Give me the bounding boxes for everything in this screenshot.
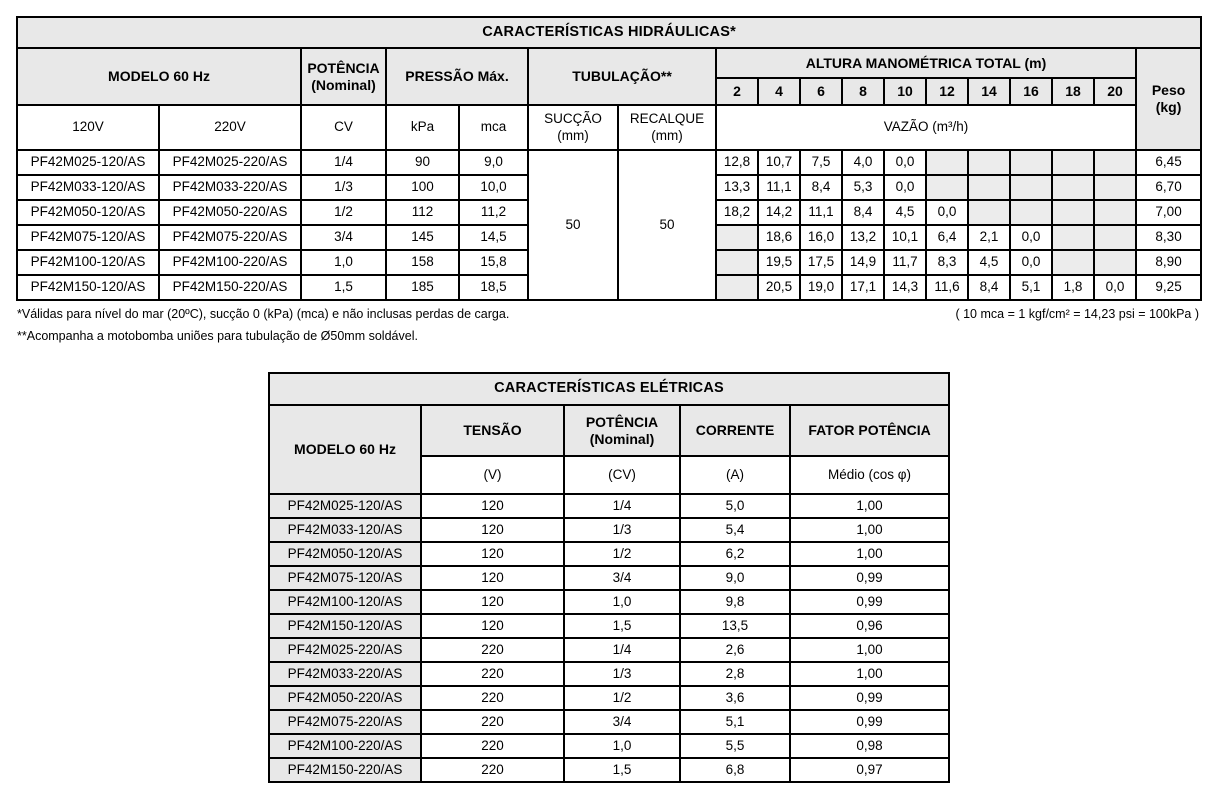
model-220-cell: PF42M025-220/AS [159,150,301,175]
model-120-cell: PF42M025-120/AS [17,150,159,175]
tensao-cell: 220 [421,734,564,758]
model-220-cell: PF42M075-220/AS [159,225,301,250]
potencia-cell: 3/4 [564,566,680,590]
vazao-empty-cell [968,200,1010,225]
vazao-empty-cell [716,275,758,300]
potencia-header-line1: POTÊNCIA [307,59,380,76]
altura-col-header: 16 [1010,78,1052,105]
corrente-cell: 13,5 [680,614,790,638]
vazao-empty-cell [1094,175,1136,200]
altura-col-header: 12 [926,78,968,105]
hydraulic-header-row-3 [17,105,1201,150]
potencia-cell: 1/3 [564,662,680,686]
fator-cell: 0,99 [790,566,949,590]
col-header-mca: mca [459,105,528,150]
peso-cell: 6,70 [1136,175,1201,200]
vazao-cell: 17,5 [800,250,842,275]
succao-header-line2: (mm) [557,127,589,143]
fator-cell: 1,00 [790,494,949,518]
hydraulic-table-title: CARACTERÍSTICAS HIDRÁULICAS* [17,17,1201,48]
vazao-cell: 17,1 [842,275,884,300]
model-120-cell: PF42M100-120/AS [17,250,159,275]
mca-cell: 15,8 [459,250,528,275]
vazao-cell: 14,2 [758,200,800,225]
corrente-cell: 5,1 [680,710,790,734]
fator-cell: 1,00 [790,662,949,686]
vazao-cell: 11,7 [884,250,926,275]
vazao-empty-cell [968,175,1010,200]
vazao-cell: 10,1 [884,225,926,250]
altura-col-header: 8 [842,78,884,105]
fator-unit: Médio (cos φ) [790,456,949,494]
model-cell: PF42M025-220/AS [269,638,421,662]
vazao-cell: 4,5 [884,200,926,225]
footnote-validity: *Válidas para nível do mar (20ºC), sucção 0 (kPa) (mca) e não inclusas perdas de carga. [17,307,510,321]
tensao-cell: 120 [421,614,564,638]
kpa-cell: 145 [386,225,459,250]
vazao-cell: 2,1 [968,225,1010,250]
peso-header-line1: Peso [1151,82,1186,99]
vazao-cell: 20,5 [758,275,800,300]
potencia-cell: 1,0 [564,734,680,758]
corrente-cell: 6,8 [680,758,790,782]
tensao-cell: 220 [421,686,564,710]
fator-cell: 0,96 [790,614,949,638]
col-header-220v: 220V [159,105,301,150]
electrical-potencia-line1: POTÊNCIA [585,413,659,430]
tubulacao-header: TUBULAÇÃO** [528,48,716,105]
vazao-cell: 0,0 [884,150,926,175]
footnote-union: **Acompanha a motobomba uniões para tubulação de Ø50mm soldável. [17,329,418,343]
model-220-cell: PF42M150-220/AS [159,275,301,300]
hydraulic-table [16,16,1202,301]
potencia-unit: (CV) [564,456,680,494]
altura-col-header: 20 [1094,78,1136,105]
model-220-cell: PF42M100-220/AS [159,250,301,275]
electrical-row [269,710,949,734]
fator-cell: 1,00 [790,638,949,662]
potencia-cell: 3/4 [564,710,680,734]
succao-value-cell: 50 [528,150,618,300]
vazao-cell: 0,0 [926,200,968,225]
electrical-row [269,614,949,638]
vazao-cell: 12,8 [716,150,758,175]
model-cell: PF42M033-220/AS [269,662,421,686]
cv-cell: 1/3 [301,175,386,200]
fator-cell: 0,98 [790,734,949,758]
vazao-cell: 4,5 [968,250,1010,275]
peso-cell: 7,00 [1136,200,1201,225]
vazao-header: VAZÃO (m³/h) [716,105,1136,150]
kpa-cell: 185 [386,275,459,300]
cv-cell: 1,5 [301,275,386,300]
vazao-empty-cell [1052,250,1094,275]
vazao-empty-cell [1094,150,1136,175]
corrente-cell: 9,0 [680,566,790,590]
succao-header-line1: SUCÇÃO [544,111,602,127]
fator-cell: 0,99 [790,710,949,734]
altura-manometrica-header: ALTURA MANOMÉTRICA TOTAL (m) [716,48,1136,78]
model-cell: PF42M150-120/AS [269,614,421,638]
electrical-row [269,494,949,518]
vazao-empty-cell [1010,175,1052,200]
recalque-header-line1: RECALQUE [629,111,705,127]
electrical-title-row [269,373,949,405]
tensao-cell: 220 [421,638,564,662]
potencia-header [301,48,386,105]
vazao-cell: 8,4 [968,275,1010,300]
potencia-cell: 1,0 [564,590,680,614]
model-120-cell: PF42M033-120/AS [17,175,159,200]
tensao-cell: 120 [421,518,564,542]
peso-cell: 8,90 [1136,250,1201,275]
potencia-cell: 1/4 [564,638,680,662]
fator-cell: 0,99 [790,686,949,710]
model-120-cell: PF42M075-120/AS [17,225,159,250]
corrente-cell: 6,2 [680,542,790,566]
vazao-empty-cell [1052,150,1094,175]
electrical-row [269,590,949,614]
kpa-cell: 100 [386,175,459,200]
vazao-empty-cell [1094,225,1136,250]
vazao-empty-cell [716,250,758,275]
electrical-row [269,686,949,710]
model-cell: PF42M100-120/AS [269,590,421,614]
fator-potencia-header: FATOR POTÊNCIA [790,405,949,456]
model-cell: PF42M033-120/AS [269,518,421,542]
potencia-header-line2: (Nominal) [311,76,376,93]
model-cell: PF42M025-120/AS [269,494,421,518]
fator-cell: 0,97 [790,758,949,782]
col-header-succao [528,105,618,150]
model-cell: PF42M050-220/AS [269,686,421,710]
hydraulic-row [17,150,1201,175]
vazao-cell: 11,6 [926,275,968,300]
electrical-potencia-line2: (Nominal) [589,430,655,447]
tensao-cell: 220 [421,758,564,782]
altura-col-header: 18 [1052,78,1094,105]
model-cell: PF42M150-220/AS [269,758,421,782]
electrical-row [269,638,949,662]
vazao-cell: 0,0 [1010,225,1052,250]
vazao-empty-cell [716,225,758,250]
altura-col-header: 4 [758,78,800,105]
vazao-cell: 14,3 [884,275,926,300]
vazao-cell: 7,5 [800,150,842,175]
peso-header [1136,48,1201,150]
vazao-empty-cell [1052,200,1094,225]
fator-cell: 1,00 [790,542,949,566]
mca-cell: 14,5 [459,225,528,250]
vazao-empty-cell [968,150,1010,175]
vazao-cell: 8,4 [800,175,842,200]
altura-col-header: 14 [968,78,1010,105]
vazao-cell: 11,1 [758,175,800,200]
corrente-unit: (A) [680,456,790,494]
hydraulic-body [17,150,1201,300]
model-cell: PF42M100-220/AS [269,734,421,758]
electrical-header [269,373,949,494]
vazao-empty-cell [1094,250,1136,275]
footnote-conversion: ( 10 mca = 1 kgf/cm² = 14,23 psi = 100kPa ) [955,307,1199,321]
vazao-cell: 16,0 [800,225,842,250]
vazao-cell: 13,2 [842,225,884,250]
vazao-empty-cell [1052,225,1094,250]
electrical-row [269,542,949,566]
vazao-cell: 13,3 [716,175,758,200]
col-header-cv: CV [301,105,386,150]
potencia-cell: 1/2 [564,542,680,566]
corrente-cell: 3,6 [680,686,790,710]
tensao-cell: 120 [421,566,564,590]
kpa-cell: 112 [386,200,459,225]
corrente-cell: 9,8 [680,590,790,614]
vazao-cell: 5,1 [1010,275,1052,300]
model-120-cell: PF42M150-120/AS [17,275,159,300]
vazao-empty-cell [1010,150,1052,175]
vazao-cell: 4,0 [842,150,884,175]
electrical-row [269,518,949,542]
cv-cell: 1/4 [301,150,386,175]
kpa-cell: 90 [386,150,459,175]
tensao-cell: 120 [421,542,564,566]
corrente-cell: 2,8 [680,662,790,686]
vazao-cell: 0,0 [884,175,926,200]
vazao-empty-cell [926,150,968,175]
vazao-cell: 6,4 [926,225,968,250]
col-header-recalque [618,105,716,150]
potencia-cell: 1,5 [564,758,680,782]
tensao-cell: 120 [421,494,564,518]
peso-cell: 6,45 [1136,150,1201,175]
vazao-cell: 0,0 [1010,250,1052,275]
electrical-table-title: CARACTERÍSTICAS ELÉTRICAS [269,373,949,405]
vazao-cell: 5,3 [842,175,884,200]
peso-cell: 8,30 [1136,225,1201,250]
vazao-cell: 10,7 [758,150,800,175]
vazao-cell: 14,9 [842,250,884,275]
model-120-cell: PF42M050-120/AS [17,200,159,225]
model-cell: PF42M075-120/AS [269,566,421,590]
vazao-cell: 11,1 [800,200,842,225]
electrical-row [269,734,949,758]
tensao-cell: 220 [421,710,564,734]
electrical-row [269,662,949,686]
mca-cell: 9,0 [459,150,528,175]
mca-cell: 18,5 [459,275,528,300]
vazao-cell: 18,6 [758,225,800,250]
vazao-empty-cell [1052,175,1094,200]
recalque-value-cell: 50 [618,150,716,300]
tensao-unit: (V) [421,456,564,494]
vazao-cell: 19,5 [758,250,800,275]
mca-cell: 10,0 [459,175,528,200]
vazao-cell: 8,4 [842,200,884,225]
recalque-header-line2: (mm) [651,127,683,143]
model-cell: PF42M050-120/AS [269,542,421,566]
tensao-cell: 120 [421,590,564,614]
electrical-modelo-header: MODELO 60 Hz [269,405,421,494]
model-cell: PF42M075-220/AS [269,710,421,734]
corrente-cell: 5,5 [680,734,790,758]
mca-cell: 11,2 [459,200,528,225]
peso-header-line2: (kg) [1155,99,1182,115]
cv-cell: 3/4 [301,225,386,250]
vazao-empty-cell [926,175,968,200]
electrical-table [268,372,950,783]
corrente-header: CORRENTE [680,405,790,456]
col-header-kpa: kPa [386,105,459,150]
vazao-empty-cell [1010,200,1052,225]
fator-cell: 0,99 [790,590,949,614]
corrente-cell: 2,6 [680,638,790,662]
potencia-cell: 1/4 [564,494,680,518]
hydraulic-header-row-1 [17,48,1201,78]
potencia-cell: 1/3 [564,518,680,542]
hydraulic-title-row [17,17,1201,48]
col-header-120v: 120V [17,105,159,150]
corrente-cell: 5,0 [680,494,790,518]
cv-cell: 1/2 [301,200,386,225]
electrical-potencia-header [564,405,680,456]
altura-col-header: 2 [716,78,758,105]
electrical-body [269,494,949,782]
tensao-header: TENSÃO [421,405,564,456]
model-220-cell: PF42M050-220/AS [159,200,301,225]
modelo-header: MODELO 60 Hz [17,48,301,105]
vazao-empty-cell [1094,200,1136,225]
corrente-cell: 5,4 [680,518,790,542]
fator-cell: 1,00 [790,518,949,542]
vazao-cell: 19,0 [800,275,842,300]
vazao-cell: 8,3 [926,250,968,275]
electrical-header-row-1 [269,405,949,456]
cv-cell: 1,0 [301,250,386,275]
peso-cell: 9,25 [1136,275,1201,300]
vazao-cell: 1,8 [1052,275,1094,300]
model-220-cell: PF42M033-220/AS [159,175,301,200]
kpa-cell: 158 [386,250,459,275]
electrical-row [269,758,949,782]
potencia-cell: 1/2 [564,686,680,710]
tensao-cell: 220 [421,662,564,686]
vazao-cell: 0,0 [1094,275,1136,300]
hydraulic-header [17,17,1201,150]
potencia-cell: 1,5 [564,614,680,638]
altura-col-header: 6 [800,78,842,105]
altura-col-header: 10 [884,78,926,105]
electrical-row [269,566,949,590]
vazao-cell: 18,2 [716,200,758,225]
pressao-header: PRESSÃO Máx. [386,48,528,105]
